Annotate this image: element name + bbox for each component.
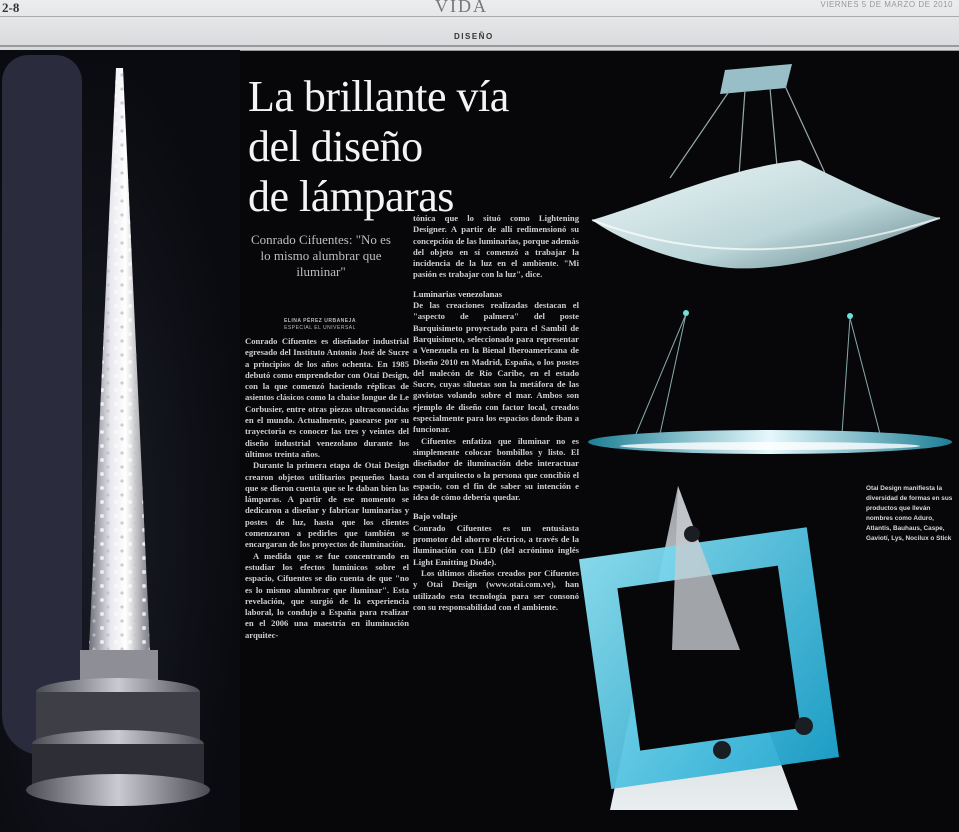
section-title: VIDA: [435, 0, 488, 16]
header-rule-bottom: [0, 45, 959, 47]
bubble-column-lamp-photo: [0, 50, 240, 832]
page-number: 2-8: [2, 0, 20, 15]
article-deck: Conrado Cifuentes: "No es lo mismo alumbrar que iluminar": [251, 232, 391, 279]
article-headline: La brillante vía del diseño de lámparas: [248, 72, 509, 221]
page-header-strip: [0, 0, 959, 51]
paragraph: Conrado Cifuentes es un entusiasta promotor del ahorro eléctrico, a través de la iluminación con LED (del acrónimo inglés Light Emitting Diode).: [413, 522, 579, 567]
paragraph: Durante la primera etapa de Otai Design crearon objetos utilitarios pequeños hasta que se dieron cuenta que se le daban bien las lámparas. A partir de ese momento se dedicaron a diseñar y fabricar luminarias y postes de luz, hasta que los clientes comenzaron a pedirles que también se encargaran de los proyectos de iluminación.: [245, 460, 409, 550]
dateline: VIERNES 5 DE MARZO DE 2010: [820, 0, 953, 9]
ring-pendant-lamp: [588, 310, 952, 454]
text-column-2: [413, 213, 579, 820]
text-column-1: [245, 336, 409, 816]
subhead-luminarias: Luminarias venezolanas: [413, 288, 503, 299]
photo-caption: Otai Design manifiesta la diversidad de formas en sus productos que lleván nombres como Aduro, Atlantis, Bauhaus, Caspe, Gaviotí, Lys, Nocilux o Stick: [866, 485, 953, 542]
subhead-bajo-voltaje: Bajo voltaje: [413, 511, 458, 522]
paragraph: Los últimos diseños creados por Cifuentes y Otai Design (www.otai.com.ve), han utilizado esta tecnología para ser consonó con su responsabilidad con el ambiente.: [413, 567, 579, 612]
triangle-table-lamp: [579, 486, 839, 810]
lamp-photos: [580, 50, 959, 832]
byline: [245, 318, 395, 332]
header-rule: [0, 16, 959, 17]
paragraph: Cifuentes enfatiza que iluminar no es simplemente colocar bombillos y listo. El diseñador de iluminación debe interactuar con el arquitecto o la persona que concibió el espacio, con el fin de saber su intención e idea de cómo debería quedar.: [413, 435, 579, 503]
author-name: ELINA PÉREZ URBANEJA: [283, 318, 357, 324]
paragraph: Conrado Cifuentes es diseñador industrial egresado del Instituto Antonio José de Sucre a principios de los años ochenta. En 1985 debutó como emprendedor con Otai Design, con la que comenzó haciendo réplicas de asientos clásicos como la chaise longue de Le Corbusier, entre otras piezas ultraconocidas en el mundo. Actualmente, pasearse por su trayectoria es conocer las tres y veintes del diseño industrial venezolano durante los últimos treinta años.: [245, 336, 409, 459]
section-kicker: DISEÑO: [454, 32, 494, 41]
paragraph: A medida que se fue concentrando en estudiar los efectos lumínicos sobre el espacio, Cifuentes se dio cuenta de que "no es lo mismo alumbrar que iluminar". Esta revelación, que surgió de la experiencia laboral, lo condujo a España para realizar en el 2006 una maestría en iluminación arquitec-: [245, 550, 409, 640]
curved-pendant-lamp: [592, 64, 940, 268]
author-role: ESPECIAL EL UNIVERSAL: [284, 325, 356, 331]
paragraph: tónica que lo situó como Lightening Designer. A partir de allí redimensionó su concepción de las luminarias, porque además del objeto en sí comenzó a trabajar la incidencia de la luz en el ambiente. "Mi pasión es trabajar con la luz", dice.: [413, 213, 579, 280]
paragraph: De las creaciones realizadas destacan el "aspecto de palmera" del poste Barquisimeto proyectado para el Sambil de Barquisimeto, seleccionado para representar a Venezuela en la Bienal Iberoamericana de Diseño 2010 en Madrid, España, o los postes del malecón de Río Caribe, en el estado Sucre, cuyas siluetas son la metáfora de las gaviotas volando sobre el mar. Ambos son ejemplo de diseño con factor local, creados especialmente para los espacios donde iban a funcionar.: [413, 300, 579, 435]
